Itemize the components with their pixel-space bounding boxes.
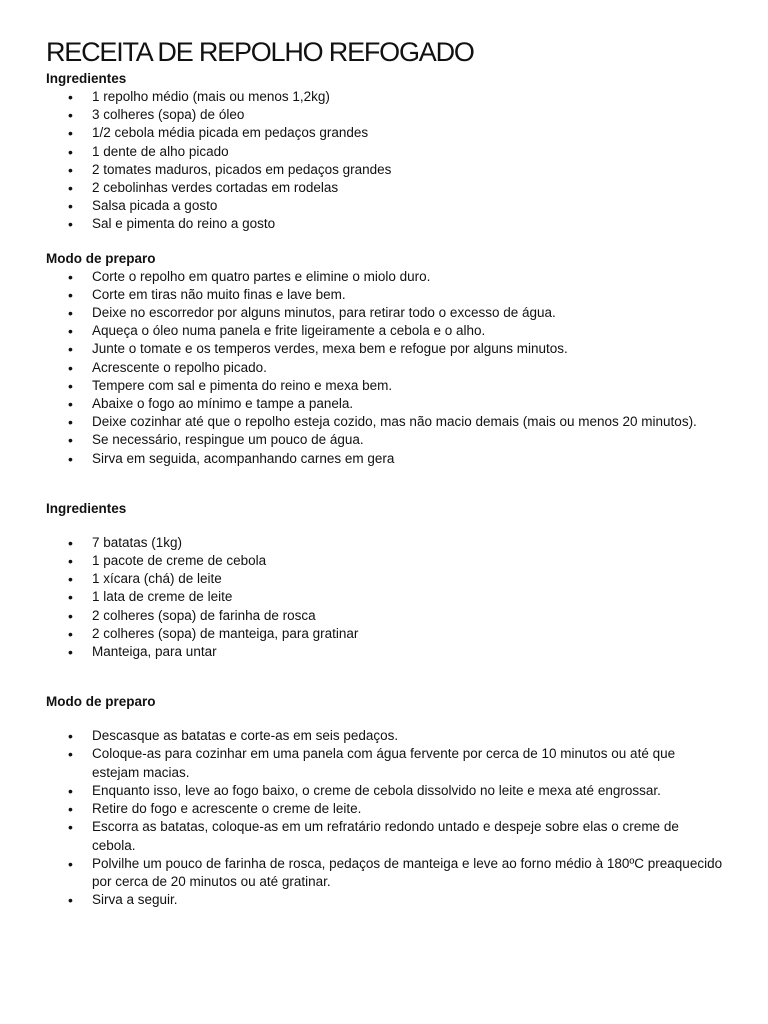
list-item: • 2 colheres (sopa) de manteiga, para gratinar xyxy=(46,625,726,643)
list-item: • 1 dente de alho picado xyxy=(46,143,726,161)
section1-steps-list xyxy=(46,268,726,468)
list-item: • 3 colheres (sopa) de óleo xyxy=(46,106,726,124)
page-title: RECEITA DE REPOLHO REFOGADO xyxy=(46,37,474,67)
list-item: • 1 pacote de creme de cebola xyxy=(46,552,726,570)
section2-ingredients-list xyxy=(46,534,726,661)
section2-ingredients-heading: Ingredientes xyxy=(46,500,127,516)
list-item: • Junte o tomate e os temperos verdes, mexa bem e refogue por alguns minutos. xyxy=(46,340,726,358)
section1-ingredients-heading: Ingredientes xyxy=(46,71,127,86)
section1-ingredients-list xyxy=(46,88,726,234)
list-item: • Deixe cozinhar até que o repolho esteja cozido, mas não macio demais (mais ou menos 20 minutos). xyxy=(46,413,726,431)
list-item: • Descasque as batatas e corte-as em seis pedaços. xyxy=(46,727,726,745)
list-item: • Escorra as batatas, coloque-as em um refratário redondo untado e despeje sobre elas o creme de cebola. xyxy=(46,818,726,854)
list-item: • Salsa picada a gosto xyxy=(46,197,726,215)
recipe-document xyxy=(46,34,726,909)
section2-steps-list xyxy=(46,727,726,909)
list-item: • Aqueça o óleo numa panela e frite ligeiramente a cebola e o alho. xyxy=(46,322,726,340)
list-item: • Deixe no escorredor por alguns minutos, para retirar todo o excesso de água. xyxy=(46,304,726,322)
list-item: • Corte o repolho em quatro partes e elimine o miolo duro. xyxy=(46,268,726,286)
list-item: • Coloque-as para cozinhar em uma panela com água fervente por cerca de 10 minutos ou até que estejam macias. xyxy=(46,745,726,781)
list-item: • Polvilhe um pouco de farinha de rosca, pedaços de manteiga e leve ao forno médio à 180ºC preaquecido por cerca de 20 minutos ou até gratinar. xyxy=(46,855,726,891)
list-item: • Acrescente o repolho picado. xyxy=(46,359,726,377)
list-item: • Tempere com sal e pimenta do reino e mexa bem. xyxy=(46,377,726,395)
list-item: • 2 colheres (sopa) de farinha de rosca xyxy=(46,607,726,625)
list-item: • 7 batatas (1kg) xyxy=(46,534,726,552)
list-item: • Corte em tiras não muito finas e lave bem. xyxy=(46,286,726,304)
list-item: • Abaixe o fogo ao mínimo e tampe a panela. xyxy=(46,395,726,413)
list-item: • 2 cebolinhas verdes cortadas em rodelas xyxy=(46,179,726,197)
list-item: • 1 repolho médio (mais ou menos 1,2kg) xyxy=(46,88,726,106)
list-item: • Sal e pimenta do reino a gosto xyxy=(46,215,726,233)
section2-method-heading: Modo de preparo xyxy=(46,694,156,710)
list-item: • 1/2 cebola média picada em pedaços grandes xyxy=(46,124,726,142)
list-item: • Se necessário, respingue um pouco de água. xyxy=(46,431,726,449)
list-item: • 1 xícara (chá) de leite xyxy=(46,570,726,588)
list-item: • 2 tomates maduros, picados em pedaços grandes xyxy=(46,161,726,179)
section1-method-heading: Modo de preparo xyxy=(46,250,156,266)
list-item: • Sirva em seguida, acompanhando carnes em gera xyxy=(46,450,726,468)
list-item: • Enquanto isso, leve ao fogo baixo, o creme de cebola dissolvido no leite e mexa até engrossar. xyxy=(46,782,726,800)
list-item: • Sirva a seguir. xyxy=(46,891,726,909)
list-item: • Manteiga, para untar xyxy=(46,643,726,661)
list-item: • Retire do fogo e acrescente o creme de leite. xyxy=(46,800,726,818)
list-item: • 1 lata de creme de leite xyxy=(46,588,726,606)
